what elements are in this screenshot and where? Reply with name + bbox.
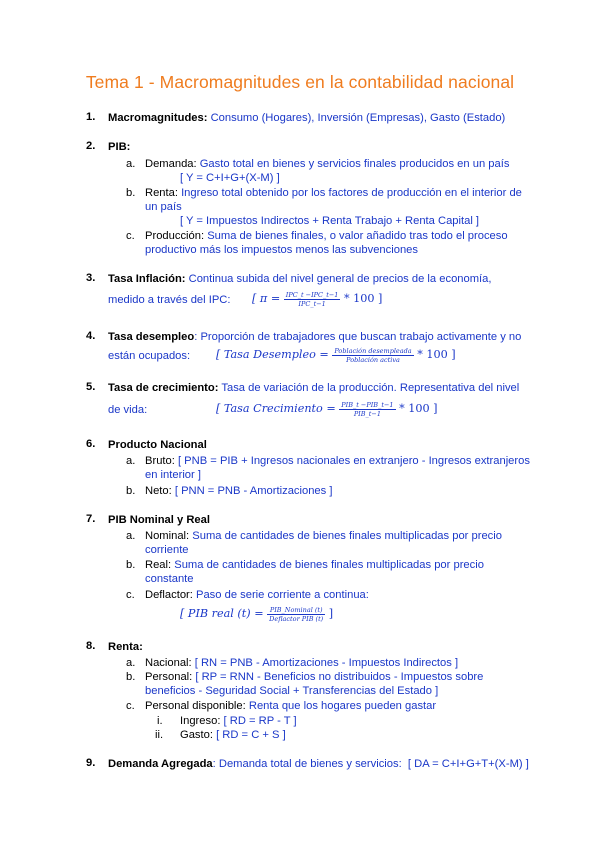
sub-text: [ RD = RP - T ] — [223, 715, 297, 727]
denominator: Población activa — [346, 355, 400, 364]
sub-label: Gasto: — [180, 729, 213, 741]
sub-label: Deflactor: — [145, 589, 193, 601]
formula-open: [ Tasa Crecimiento = — [216, 402, 336, 415]
sub-text-cont: productivo más los impuestos menos las subvenciones — [145, 244, 418, 256]
inflation-formula — [252, 285, 382, 313]
item-number: 8. — [86, 640, 96, 652]
item-number: 3. — [86, 272, 96, 284]
sub-label: Personal: — [145, 671, 193, 683]
item-label: PIB Nominal y Real — [108, 514, 210, 526]
formula-open: [ Tasa Desempleo = — [216, 348, 329, 361]
sub-label: Bruto: — [145, 455, 175, 467]
item-number: 5. — [86, 381, 96, 393]
sub-personal — [145, 670, 483, 684]
da-formula: [ DA = C+I+G+T+(X-M) ] — [407, 758, 529, 770]
item-text: Continua subida del nivel general de precios de la economía, — [188, 273, 492, 285]
sub-text: [ PNB = PIB + Ingresos nacionales en extranjero - Ingresos extranjeros — [177, 455, 530, 467]
sub-text: [ RN = PNB - Amortizaciones - Impuestos Indirectos ] — [194, 657, 459, 669]
sub-label: Ingreso: — [180, 715, 221, 727]
sub-label: Real: — [145, 559, 172, 571]
item-label: Tasa Inflación: — [108, 273, 186, 285]
sub-label: Personal disponible: — [145, 700, 246, 712]
item-crecimiento — [108, 381, 519, 395]
sub-text: Ingreso total obtenido por los factores de producción en el interior de — [181, 187, 522, 199]
formula-tail: ] — [328, 607, 334, 620]
sub-label: Demanda: — [145, 158, 197, 170]
item-number: 1. — [86, 111, 96, 123]
item-number: 4. — [86, 330, 96, 342]
sub-renta — [145, 186, 522, 200]
item-label: Macromagnitudes: — [108, 112, 208, 124]
sub-letter: b. — [126, 559, 136, 571]
sub-text: [ PNN = PNB - Amortizaciones ] — [174, 485, 333, 497]
sub-nominal — [145, 529, 502, 543]
sub-text-cont: en interior ] — [145, 469, 201, 481]
sub-letter: b. — [126, 671, 136, 683]
denominator: Deflactor PIB (t) — [269, 614, 324, 623]
unemployment-formula — [216, 341, 456, 369]
sub-letter: c. — [126, 230, 135, 242]
sub-text: Gasto total en bienes y servicios finales producidos en un país — [199, 158, 510, 170]
sub-label: Renta: — [145, 187, 178, 199]
sub-demanda — [145, 157, 509, 171]
sub-text: Suma de cantidades de bienes finales multiplicadas por precio — [174, 559, 484, 571]
item-label: Producto Nacional — [108, 439, 207, 451]
sub-letter: a. — [126, 158, 136, 170]
denominator: IPC_t−1 — [298, 299, 326, 308]
pib-demanda-formula: [ Y = C+I+G+(X-M) ] — [180, 172, 280, 184]
sub-text: Renta que los hogares pueden gastar — [248, 700, 437, 712]
item-number: 6. — [86, 438, 96, 450]
item-label: Tasa de crecimiento: — [108, 382, 219, 394]
item-number: 2. — [86, 140, 96, 152]
numerator: PIB_Nominal (t) — [267, 606, 325, 615]
item-text-cont: de vida: — [108, 404, 148, 416]
sub-text-cont: beneficios - Seguridad Social + Transferencias del Estado ] — [145, 685, 439, 697]
sub-letter: a. — [126, 455, 136, 467]
item-text-cont: están ocupados: — [108, 350, 191, 362]
formula-tail: * 100 ] — [417, 348, 456, 361]
item-label: Tasa desempleo — [108, 331, 195, 343]
sub-label: Neto: — [145, 485, 172, 497]
item-text: Tasa de variación de la producción. Representativa del nivel — [221, 382, 520, 394]
sub-ingreso — [180, 714, 297, 728]
item-label: Demanda Agregada — [108, 758, 213, 770]
formula-tail: * 100 ] — [399, 402, 438, 415]
sub-text: Suma de cantidades de bienes finales multiplicadas por precio — [192, 530, 502, 542]
numerator: IPC_t −IPC_t−1 — [285, 290, 339, 299]
sub-letter: b. — [126, 187, 136, 199]
item-label: PIB: — [108, 141, 131, 153]
sub-text: [ RD = C + S ] — [216, 729, 286, 741]
sub-text-cont: constante — [145, 573, 194, 585]
sub-label: Producción: — [145, 230, 205, 242]
real-gdp-formula — [180, 600, 333, 628]
sub-letter: a. — [126, 657, 136, 669]
formula-fraction — [267, 606, 325, 623]
formula-open: [ π = — [252, 292, 281, 305]
numerator: Población desempleada — [334, 346, 412, 355]
sub-text: Suma de bienes finales, o valor añadido tras todo el proceso — [207, 230, 508, 242]
item-text: : Proporción de trabajadores que buscan trabajo activamente y no — [194, 331, 522, 343]
sub-text-cont: corriente — [145, 544, 189, 556]
item-number: 9. — [86, 757, 96, 769]
formula-tail: * 100 ] — [344, 292, 383, 305]
item-text: Consumo (Hogares), Inversión (Empresas), Gasto (Estado) — [210, 112, 506, 124]
sub-letter: c. — [126, 589, 135, 601]
sub-real — [145, 558, 484, 572]
sub-nacional — [145, 656, 458, 670]
page-title: Tema 1 - Macromagnitudes en la contabilidad nacional — [85, 72, 515, 92]
item-inflacion — [108, 272, 492, 286]
formula-open: [ PIB real (t) = — [180, 607, 264, 620]
growth-formula — [216, 395, 438, 423]
sub-personal-disponible — [145, 699, 436, 713]
roman-number: i. — [157, 715, 163, 727]
sub-text: [ RP = RNN - Beneficios no distribuidos - Impuestos sobre — [195, 671, 484, 683]
sub-label: Nacional: — [145, 657, 192, 669]
denominator: PIB_t−1 — [353, 409, 381, 418]
sub-letter: b. — [126, 485, 136, 497]
item-text: : Demanda total de bienes y servicios: — [212, 758, 402, 770]
sub-text-cont: un país — [145, 201, 182, 213]
sub-text: Paso de serie corriente a continua: — [195, 589, 369, 601]
pib-renta-formula: [ Y = Impuestos Indirectos + Renta Trabajo + Renta Capital ] — [180, 215, 480, 227]
roman-number: ii. — [155, 729, 164, 741]
sub-letter: a. — [126, 530, 136, 542]
sub-gasto — [180, 728, 286, 742]
numerator: PIB_t −PIB_t−1 — [341, 400, 394, 409]
item-macromagnitudes — [108, 111, 505, 125]
sub-label: Nominal: — [145, 530, 190, 542]
item-text-cont: medido a través del IPC: — [108, 294, 231, 306]
item-number: 7. — [86, 513, 96, 525]
sub-bruto — [145, 454, 530, 468]
formula-fraction — [339, 401, 395, 418]
sub-letter: c. — [126, 700, 135, 712]
formula-fraction — [332, 347, 413, 364]
sub-neto — [145, 484, 332, 498]
item-label: Renta: — [108, 641, 143, 653]
item-demanda-agregada — [108, 757, 529, 771]
formula-fraction — [284, 291, 341, 308]
sub-produccion — [145, 229, 508, 243]
